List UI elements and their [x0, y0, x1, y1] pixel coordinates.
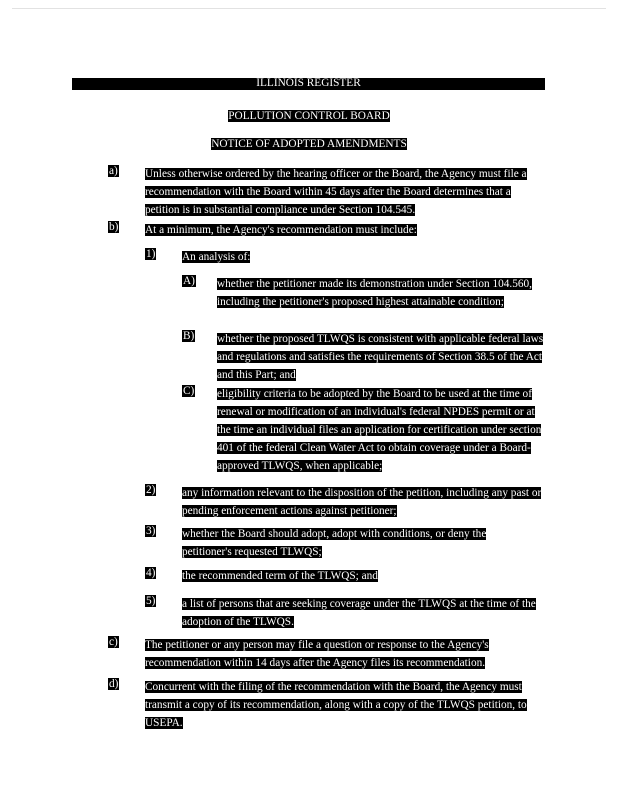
section-b1C-label: C) [183, 385, 195, 397]
section-b4-label: 4) [146, 567, 156, 579]
section-b-text: At a minimum, the Agency's recommendation must include: [145, 224, 417, 236]
section-b2-label: 2) [146, 484, 156, 496]
section-b1B-text: whether the proposed TLWQS is consistent with applicable federal laws and regulations and satisfies the requirements of Section 38.5 of the Act and this Part; and [217, 333, 544, 381]
header-register: ILLINOIS REGISTER [256, 77, 361, 89]
section-b5-label: 5) [146, 595, 156, 607]
section-b1A-label: A) [183, 275, 195, 287]
section-b-label: b) [109, 221, 119, 233]
section-b1C-text: eligibility criteria to be adopted by the Board to be used at the time of renewal or modification of an individual's federal NPDES permit or at the time an individual files an application for certification under section 401 of the federal Clean Water Act to obtain coverage under a Board-approved TLWQS, when applicable; [217, 388, 542, 472]
section-a-text: Unless otherwise ordered by the hearing officer or the Board, the Agency must file a recommendation with the Board within 45 days after the Board determines that a petition is in substantial compliance under Section 104.545. [145, 168, 527, 216]
section-b5-text: a list of persons that are seeking coverage under the TLWQS at the time of the adoption of the TLWQS. [182, 598, 536, 628]
section-b1-label: 1) [146, 248, 156, 260]
section-b1B-label: B) [183, 330, 195, 342]
header-board-line [0, 106, 618, 124]
header-notice: NOTICE OF ADOPTED AMENDMENTS [211, 138, 407, 150]
scan-edge-line [12, 8, 606, 9]
section-b2-text: any information relevant to the disposition of the petition, including any past or pending enforcement actions against petitioner; [182, 487, 542, 517]
section-d-label: d) [109, 678, 119, 690]
section-b1A-text: whether the petitioner made its demonstration under Section 104.560, including the petitioner's proposed highest attainable condition; [217, 278, 532, 308]
section-b3-label: 3) [146, 525, 156, 537]
section-b1-text: An analysis of: [182, 251, 251, 263]
header-board: POLLUTION CONTROL BOARD [228, 110, 390, 122]
section-b3-text: whether the Board should adopt, adopt with conditions, or deny the petitioner's requested TLWQS; [182, 528, 487, 558]
header-notice-line [0, 134, 618, 152]
section-b4-text: the recommended term of the TLWQS; and [182, 570, 378, 582]
section-d-text: Concurrent with the filing of the recommendation with the Board, the Agency must transmit a copy of its recommendation, along with a copy of the TLWQS petition, to USEPA. [145, 681, 527, 729]
section-a-label: a) [109, 165, 118, 177]
section-c-label: c) [109, 636, 118, 648]
section-c-text: The petitioner or any person may file a question or response to the Agency's recommendation within 14 days after the Agency files its recommendation. [145, 639, 489, 669]
